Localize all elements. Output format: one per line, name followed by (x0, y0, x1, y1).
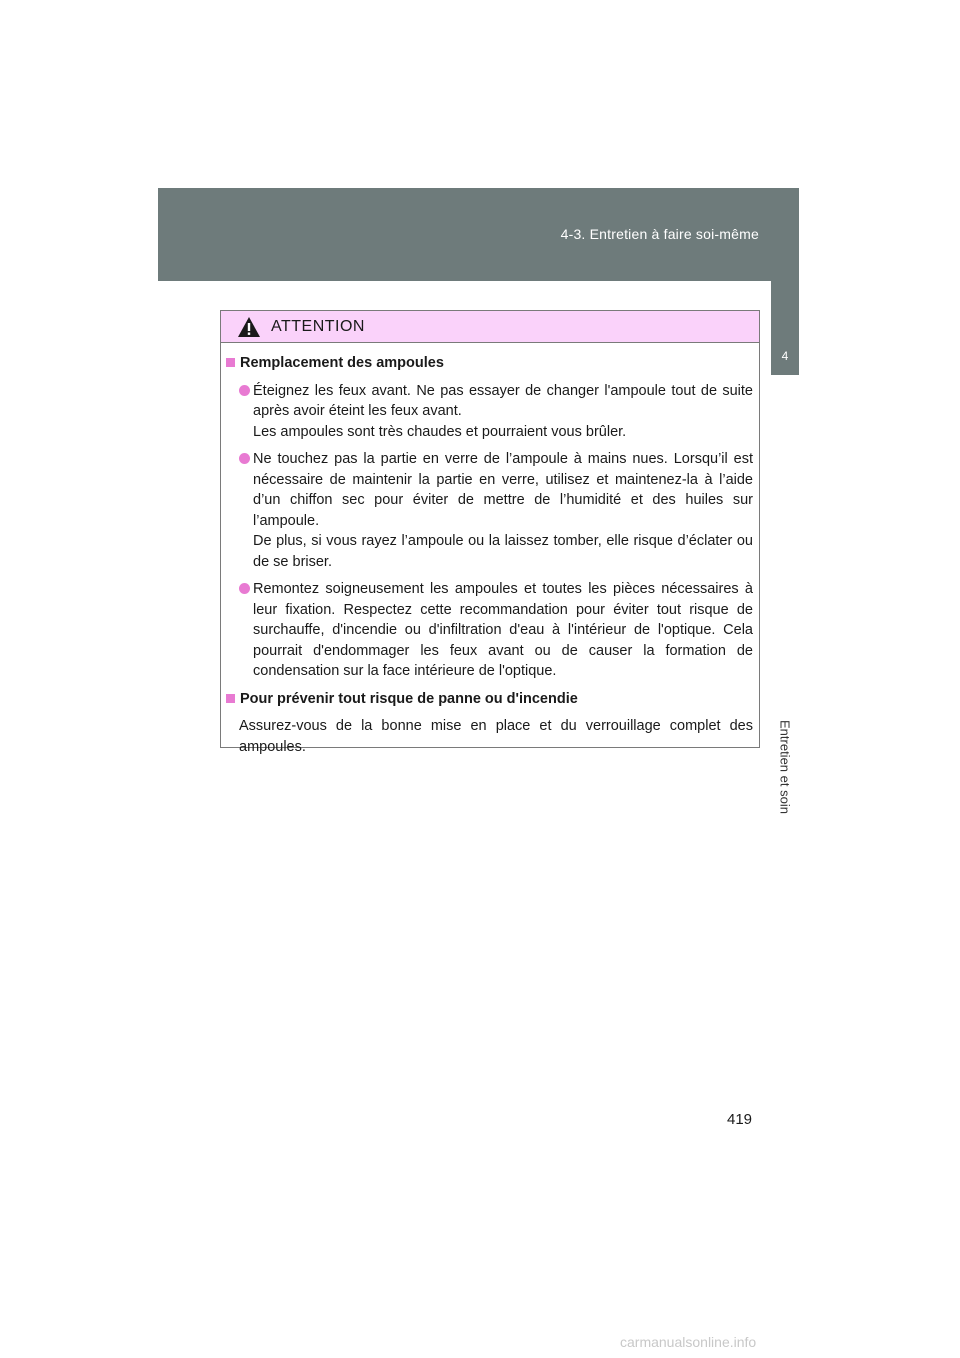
list-item (239, 579, 753, 682)
bullet-text: De plus, si vous rayez l’ampoule ou la laissez tomber, elle risque d’éclater ou de se briser. (253, 533, 753, 570)
section-heading (225, 689, 753, 710)
heading-text: Remplacement des ampoules (240, 355, 444, 371)
section-heading (225, 353, 753, 374)
bullet-text: Ne touchez pas la partie en verre de l’ampoule à mains nues. Lorsqu’il est nécessaire de maintenir la partie en verre, utilisez et maintenez-la à l’aide d’un chiffon sec pour éviter de mettre de l’humidité et des huiles sur l’ampoule. (253, 451, 753, 529)
watermark: carmanualsonline.info (620, 1334, 757, 1350)
bullet-text: Les ampoules sont très chaudes et pourraient vous brûler. (253, 423, 627, 440)
circle-bullet-icon (239, 583, 250, 594)
header-band (158, 188, 799, 281)
heading-text: Pour prévenir tout risque de panne ou d'incendie (240, 690, 578, 707)
page-number: 419 (727, 1111, 753, 1128)
circle-bullet-icon (239, 385, 250, 396)
warning-box (220, 310, 760, 755)
section-title: 4-3. Entretien à faire soi-même (560, 226, 759, 242)
chapter-name: Entretien et soin (777, 720, 793, 814)
bullet-text: Éteignez les feux avant. Ne pas essayer de changer l'ampoule tout de suite après avoir éteint les feux avant. (253, 382, 753, 419)
list-item (239, 381, 753, 443)
bullet-text: Remontez soigneusement les ampoules et toutes les pièces nécessaires à leur fixation. Respectez cette recommandation pour éviter tout risque de surchauffe, d'incendie ou d'infiltration d'eau à l'intérieur de l'optique. Cela pourrait d'endommager les feux avant ou de causer la formation de condensation sur la face intérieure de l'optique. (253, 581, 753, 679)
warning-label: ATTENTION (271, 317, 365, 335)
square-bullet-icon (226, 358, 235, 367)
chapter-number: 4 (781, 349, 789, 363)
circle-bullet-icon (239, 453, 250, 464)
square-bullet-icon (226, 694, 235, 703)
section-text: Assurez-vous de la bonne mise en place et du verrouillage complet des ampoules. (239, 718, 753, 755)
list-item (239, 449, 753, 572)
warning-body (221, 343, 759, 757)
warning-header (221, 311, 759, 343)
warning-triangle-icon (237, 316, 261, 338)
